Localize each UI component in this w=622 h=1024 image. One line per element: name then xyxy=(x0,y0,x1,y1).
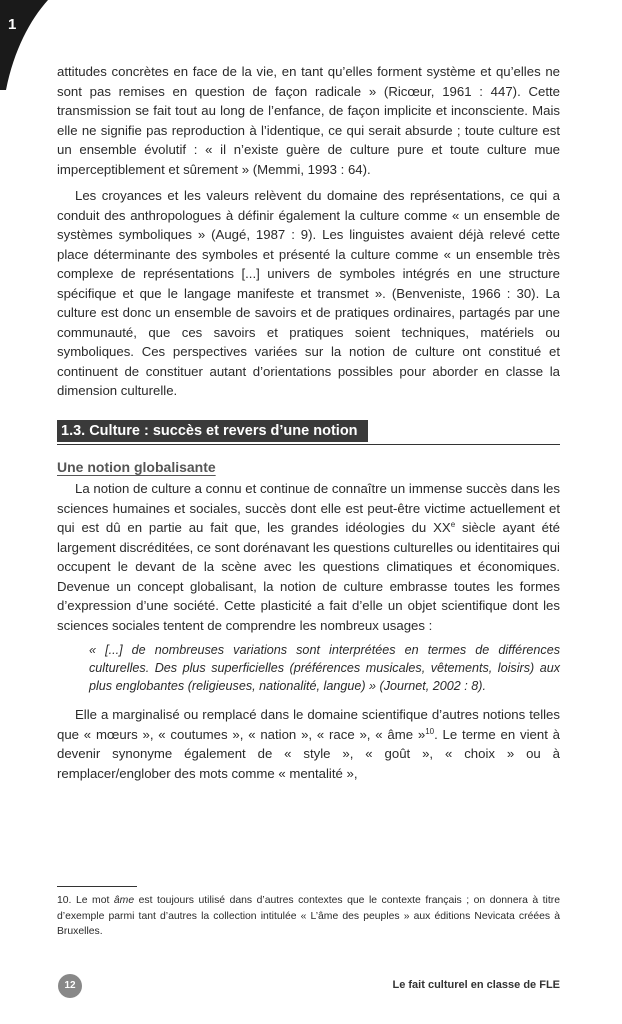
paragraph-text: . Le terme en vient à devenir synonyme également de « style », « goût », « choix » ou à remplacer/englober des mots comme « mentalité », xyxy=(57,726,560,781)
footnote-reference[interactable]: 10 xyxy=(425,726,435,736)
block-quote: « [...] de nombreuses variations sont interprétées en termes de différences culturelles. Des plus superficielles (préférences musicales, vêtements, loisirs) aux plus englobantes (religieuses, nationalité, langue) » (Journet, 2002 : 8). xyxy=(89,643,560,693)
paragraph-notion-globalisante xyxy=(57,479,560,635)
section-heading-bar xyxy=(57,420,560,445)
paragraph-continued: attitudes concrètes en face de la vie, en tant qu’elles forment système et qu’elles ne sont pas remises en question de façon radicale » (Ricœur, 1961 : 447). Cette transmission se fait tout au long de l’enfance, de façon implicite et inconsciente. Mais elle ne signifie pas reproduction à l’identique, ce qui serait absurde ; toute culture est un ensemble évolutif : « il n’existe guère de culture pure et toute culture mue imperceptiblement et sûrement » (Memmi, 1993 : 64). xyxy=(57,64,560,177)
chapter-corner-tab xyxy=(0,0,60,90)
footnote-term: âme xyxy=(113,895,135,906)
section-heading: 1.3. Culture : succès et revers d’une notion xyxy=(57,420,368,442)
running-title: Le fait culturel en classe de FLE xyxy=(392,979,560,991)
paragraph-text: siècle ayant été largement discréditées, ce sont dorénavant les questions culturelles ou identitaires qui occupent le devant de la scène avec les questions climatiques et économiques. Devenue un concept globalisant, la notion de culture embrasse toutes les formes d’expression d’une société. Cette plasticité a fait d’elle un objet scientifique dont les sciences sociales tentent de comprendre les nombreux usages : xyxy=(57,520,560,633)
footnote-number: 10. xyxy=(57,895,72,906)
superscript: e xyxy=(450,520,456,529)
footnote-text: est toujours utilisé dans d’autres contextes que le contexte français ; on donnera à titre d’exemple parmi tant d’autres la collection intitulée « L’âme des peuples » aux éditions Nevicata créées à Bruxelles. xyxy=(57,895,560,937)
paragraph-representations: Les croyances et les valeurs relèvent du domaine des représentations, ce qui a conduit des anthropologues à définir également la culture comme « un ensemble de systèmes symboliques » (Augé, 1987 : 9). Les linguistes avaient déjà relevé cette place déterminante des symboles et présenté la culture comme « un ensemble très complexe de représentations [...] univers de symboles intégrés en une structure spécifique et que le langage manifeste et transmet ». (Benveniste, 1966 : 30). La culture est donc un ensemble de savoirs et de pratiques ordinaires, partagés par une communauté, que ces savoirs et pratiques soient techniques, matériels ou symboliques. Ces perspectives variées sur la notion de culture ont constitué et continuent de constituer autant d’orientations possibles pour aborder en classe la dimension culturelle. xyxy=(57,188,560,398)
footnote-divider xyxy=(57,886,137,887)
page-body xyxy=(57,62,560,783)
chapter-number: 1 xyxy=(8,16,17,33)
paragraph-text: Elle a marginalisé ou remplacé dans le domaine scientifique d’autres notions telles que « mœurs », « coutumes », « nation », « race », « âme » xyxy=(57,707,560,742)
page-number-badge: 12 xyxy=(58,974,82,998)
footnote-text: Le mot xyxy=(71,895,114,906)
footnote xyxy=(57,893,560,940)
subheading: Une notion globalisante xyxy=(57,458,216,475)
paragraph-text: La notion de culture a connu et continue de connaître un immense succès dans les sciences humaines et sociales, succès dont elle est peut-être victime actuellement et qui est dû en partie au fait que, les grandes idéologies du XX xyxy=(57,481,560,535)
paragraph-marginalise xyxy=(57,705,560,783)
